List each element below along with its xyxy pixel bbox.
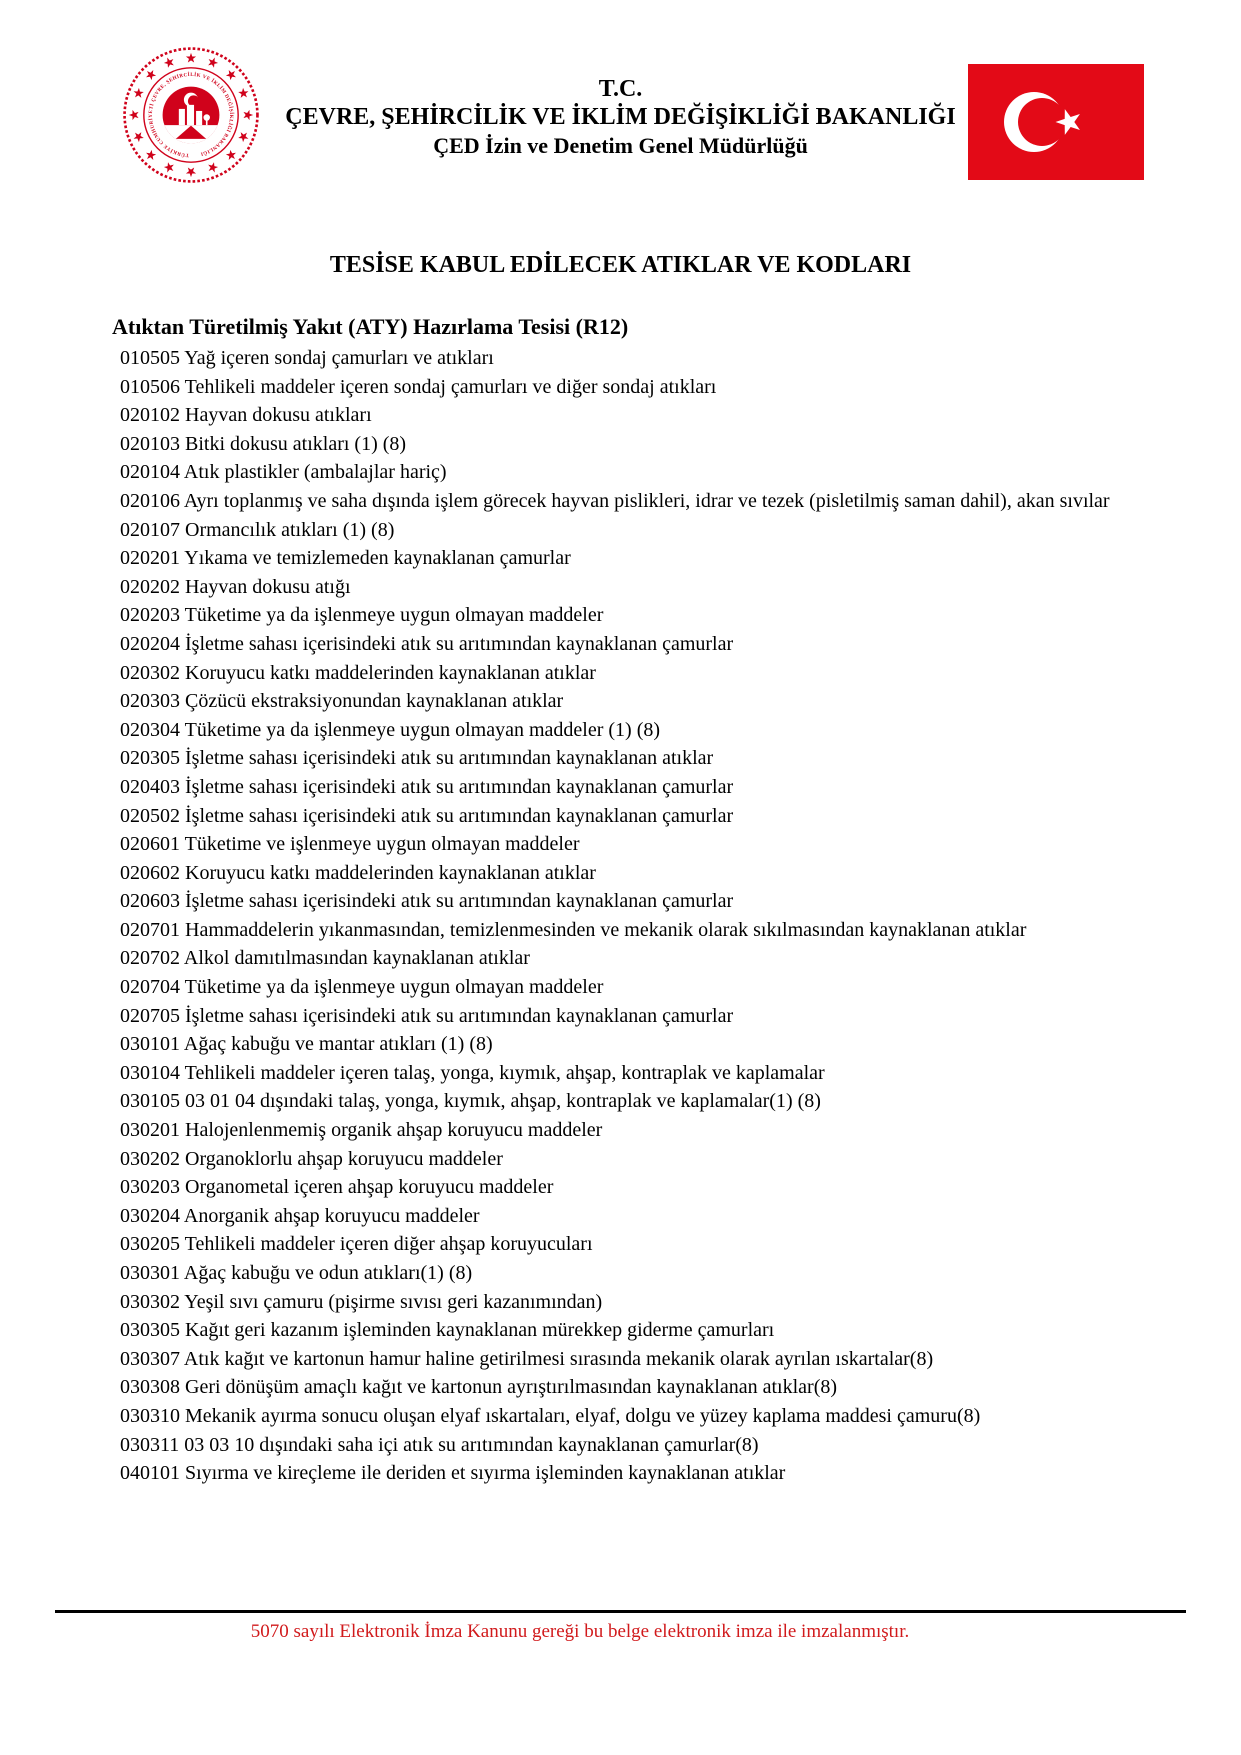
waste-description: İşletme sahası içerisindeki atık su arıtımından kaynaklanan çamurlar xyxy=(185,1004,734,1027)
org-line-ministry: ÇEVRE, ŞEHİRCİLİK VE İKLİM DEĞİŞİKLİĞİ BAKANLIĞI xyxy=(285,104,956,130)
waste-item xyxy=(112,973,1145,1002)
waste-description: Geri dönüşüm amaçlı kağıt ve kartonun ayrıştırılmasından kaynaklanan atıklar(8) xyxy=(185,1376,838,1399)
waste-item xyxy=(112,802,1145,831)
waste-description: İşletme sahası içerisindeki atık su arıtımından kaynaklanan çamurlar xyxy=(185,804,734,827)
waste-item xyxy=(112,944,1145,973)
waste-code: 020204 xyxy=(120,632,180,655)
waste-code: 020304 xyxy=(120,718,180,741)
waste-code: 020602 xyxy=(120,861,180,884)
turkish-flag-icon xyxy=(968,64,1144,180)
waste-item xyxy=(112,373,1145,402)
waste-description: Hayvan dokusu atığı xyxy=(185,575,351,598)
waste-item xyxy=(112,601,1145,630)
waste-code: 020106 xyxy=(120,489,180,512)
waste-item xyxy=(112,1402,1145,1431)
waste-code: 020201 xyxy=(120,547,180,570)
waste-item xyxy=(112,1459,1145,1488)
waste-description: Atık plastikler (ambalajlar hariç) xyxy=(183,461,447,484)
waste-description: İşletme sahası içerisindeki atık su arıtımından kaynaklanan çamurlar xyxy=(185,890,734,913)
waste-item xyxy=(112,344,1145,373)
waste-description: Alkol damıtılmasından kaynaklanan atıklar xyxy=(183,947,530,970)
waste-code: 020403 xyxy=(120,775,180,798)
waste-description: Koruyucu katkı maddelerinden kaynaklanan atıklar xyxy=(185,861,596,884)
waste-code: 020705 xyxy=(120,1004,180,1027)
waste-item xyxy=(112,1373,1145,1402)
waste-item xyxy=(112,516,1145,545)
waste-description: Hayvan dokusu atıkları xyxy=(185,404,372,427)
waste-description: Tüketime ve işlenmeye uygun olmayan maddeler xyxy=(184,833,580,856)
waste-item xyxy=(112,1030,1145,1059)
waste-item xyxy=(112,744,1145,773)
waste-description: Hammaddelerin yıkanmasından, temizlenmesinden ve mekanik olarak sıkılmasından kaynaklanan atıklar xyxy=(185,918,1027,941)
waste-item xyxy=(112,1002,1145,1031)
waste-item xyxy=(112,1145,1145,1174)
waste-item xyxy=(112,1202,1145,1231)
waste-item xyxy=(112,1173,1145,1202)
waste-item xyxy=(112,1345,1145,1374)
waste-item xyxy=(112,1431,1145,1460)
waste-item xyxy=(112,1288,1145,1317)
waste-item xyxy=(112,916,1145,945)
org-line-tc: T.C. xyxy=(598,76,643,102)
waste-code: 020603 xyxy=(120,890,180,913)
e-signature-notice: 5070 sayılı Elektronik İmza Kanunu gereği bu belge elektronik imza ile imzalanmıştır. xyxy=(250,1621,910,1642)
waste-item xyxy=(112,1230,1145,1259)
waste-item xyxy=(112,773,1145,802)
waste-code: 030310 xyxy=(120,1404,180,1427)
waste-description: Ayrı toplanmış ve saha dışında işlem görecek hayvan pislikleri, idrar ve tezek (pisletilmiş saman dahil), akan sıvılar xyxy=(183,489,1110,512)
waste-code: 030311 xyxy=(120,1433,180,1456)
waste-item xyxy=(112,687,1145,716)
waste-description: Tehlikeli maddeler içeren diğer ahşap koruyucuları xyxy=(184,1233,593,1256)
waste-code: 020103 xyxy=(120,432,180,455)
waste-item xyxy=(112,659,1145,688)
waste-description: Tüketime ya da işlenmeye uygun olmayan maddeler (1) (8) xyxy=(184,718,661,741)
waste-code: 030302 xyxy=(120,1290,180,1313)
waste-code: 030301 xyxy=(120,1262,180,1284)
waste-description: Sıyırma ve kireçleme ile deriden et sıyırma işleminden kaynaklanan atıklar xyxy=(185,1462,786,1485)
waste-description: Tehlikeli maddeler içeren sondaj çamurları ve diğer sondaj atıkları xyxy=(184,375,717,398)
waste-code: 020303 xyxy=(120,690,180,713)
waste-item xyxy=(112,1087,1145,1116)
waste-description: Çözücü ekstraksiyonundan kaynaklanan atıklar xyxy=(185,690,564,713)
waste-description: Kağıt geri kazanım işleminden kaynaklanan mürekkep giderme çamurları xyxy=(185,1319,775,1342)
waste-item xyxy=(112,630,1145,659)
waste-description: Organoklorlu ahşap koruyucu maddeler xyxy=(185,1147,503,1170)
waste-code: 030105 xyxy=(120,1090,180,1113)
waste-description: Yağ içeren sondaj çamurları ve atıkları xyxy=(184,347,494,369)
waste-item xyxy=(112,830,1145,859)
waste-code: 030308 xyxy=(120,1376,180,1399)
waste-item xyxy=(112,458,1145,487)
waste-item xyxy=(112,1059,1145,1088)
waste-code: 040101 xyxy=(120,1462,180,1485)
waste-code: 020104 xyxy=(120,461,180,484)
waste-code: 030205 xyxy=(120,1233,180,1256)
waste-description: 03 01 04 dışındaki talaş, yonga, kıymık, ahşap, kontraplak ve kaplamalar(1) (8) xyxy=(185,1090,821,1113)
waste-description: Koruyucu katkı maddelerinden kaynaklanan atıklar xyxy=(185,661,596,684)
waste-list xyxy=(112,344,1145,1488)
waste-code: 020203 xyxy=(120,604,180,627)
waste-description: Tüketime ya da işlenmeye uygun olmayan maddeler xyxy=(184,604,604,627)
waste-item xyxy=(112,430,1145,459)
section-heading: Atıktan Türetilmiş Yakıt (ATY) Hazırlama Tesisi (R12) xyxy=(112,314,629,339)
waste-description: Yeşil sıvı çamuru (pişirme sıvısı geri kazanımından) xyxy=(184,1290,603,1313)
waste-description: Bitki dokusu atıkları (1) (8) xyxy=(185,432,407,455)
waste-description: İşletme sahası içerisindeki atık su arıtımından kaynaklanan çamurlar xyxy=(185,775,734,798)
waste-code: 030201 xyxy=(120,1119,180,1142)
waste-description: Atık kağıt ve kartonun hamur haline getirilmesi sırasında mekanik olarak ayrılan ıskartalar(8) xyxy=(183,1347,934,1370)
waste-item xyxy=(112,487,1145,516)
waste-item xyxy=(112,544,1145,573)
org-line-directorate: ÇED İzin ve Denetim Genel Müdürlüğü xyxy=(433,133,808,158)
waste-description: İşletme sahası içerisindeki atık su arıtımından kaynaklanan çamurlar xyxy=(185,632,734,655)
waste-item xyxy=(112,401,1145,430)
waste-description: Anorganik ahşap koruyucu maddeler xyxy=(183,1204,480,1227)
waste-code: 020502 xyxy=(120,804,180,827)
waste-description: Mekanik ayırma sonucu oluşan elyaf ıskartaları, elyaf, dolgu ve yüzey kaplama maddesi çamuru(8) xyxy=(185,1404,981,1427)
waste-item xyxy=(112,1316,1145,1345)
waste-code: 020102 xyxy=(120,404,180,427)
waste-code: 020704 xyxy=(120,976,180,999)
waste-code: 020202 xyxy=(120,575,180,598)
page-title: TESİSE KABUL EDİLECEK ATIKLAR VE KODLARI xyxy=(329,252,912,278)
waste-code: 010506 xyxy=(120,375,180,398)
waste-description: Tüketime ya da işlenmeye uygun olmayan maddeler xyxy=(184,976,604,999)
waste-description: Ağaç kabuğu ve odun atıkları(1) (8) xyxy=(183,1262,473,1284)
footer-divider xyxy=(55,1610,1186,1613)
waste-item xyxy=(112,716,1145,745)
waste-code: 030305 xyxy=(120,1319,180,1342)
waste-code: 020107 xyxy=(120,518,180,541)
waste-code: 020601 xyxy=(120,833,180,856)
waste-code: 030307 xyxy=(120,1347,180,1370)
waste-code: 030202 xyxy=(120,1147,180,1170)
waste-code: 020305 xyxy=(120,747,180,770)
waste-code: 020702 xyxy=(120,947,180,970)
waste-description: İşletme sahası içerisindeki atık su arıtımından kaynaklanan atıklar xyxy=(185,747,714,770)
waste-description: Halojenlenmemiş organik ahşap koruyucu maddeler xyxy=(185,1119,603,1142)
seal-ring-text: TÜRKİYE CUMHURİYETİ ÇEVRE, ŞEHİRCİLİK VE İKLİM DEĞİŞİKLİĞİ BAKANLIĞI xyxy=(147,71,235,159)
waste-description: Ormancılık atıkları (1) (8) xyxy=(185,518,395,541)
waste-description: Tehlikeli maddeler içeren talaş, yonga, kıymık, ahşap, kontraplak ve kaplamalar xyxy=(184,1061,825,1084)
waste-code: 030204 xyxy=(120,1204,180,1227)
waste-description: 03 03 10 dışındaki saha içi atık su arıtımından kaynaklanan çamurlar(8) xyxy=(184,1433,759,1456)
waste-item xyxy=(112,1116,1145,1145)
waste-item xyxy=(112,859,1145,888)
waste-code: 030101 xyxy=(120,1033,180,1056)
waste-code: 020701 xyxy=(120,918,180,941)
waste-description: Organometal içeren ahşap koruyucu maddeler xyxy=(185,1176,554,1199)
waste-code: 030203 xyxy=(120,1176,180,1199)
waste-item xyxy=(112,887,1145,916)
waste-item xyxy=(112,1259,1145,1288)
waste-code: 030104 xyxy=(120,1061,180,1084)
waste-description: Ağaç kabuğu ve mantar atıkları (1) (8) xyxy=(183,1033,493,1056)
waste-description: Yıkama ve temizlemeden kaynaklanan çamurlar xyxy=(184,547,571,570)
waste-code: 020302 xyxy=(120,661,180,684)
waste-code: 010505 xyxy=(120,347,180,369)
waste-item xyxy=(112,573,1145,602)
